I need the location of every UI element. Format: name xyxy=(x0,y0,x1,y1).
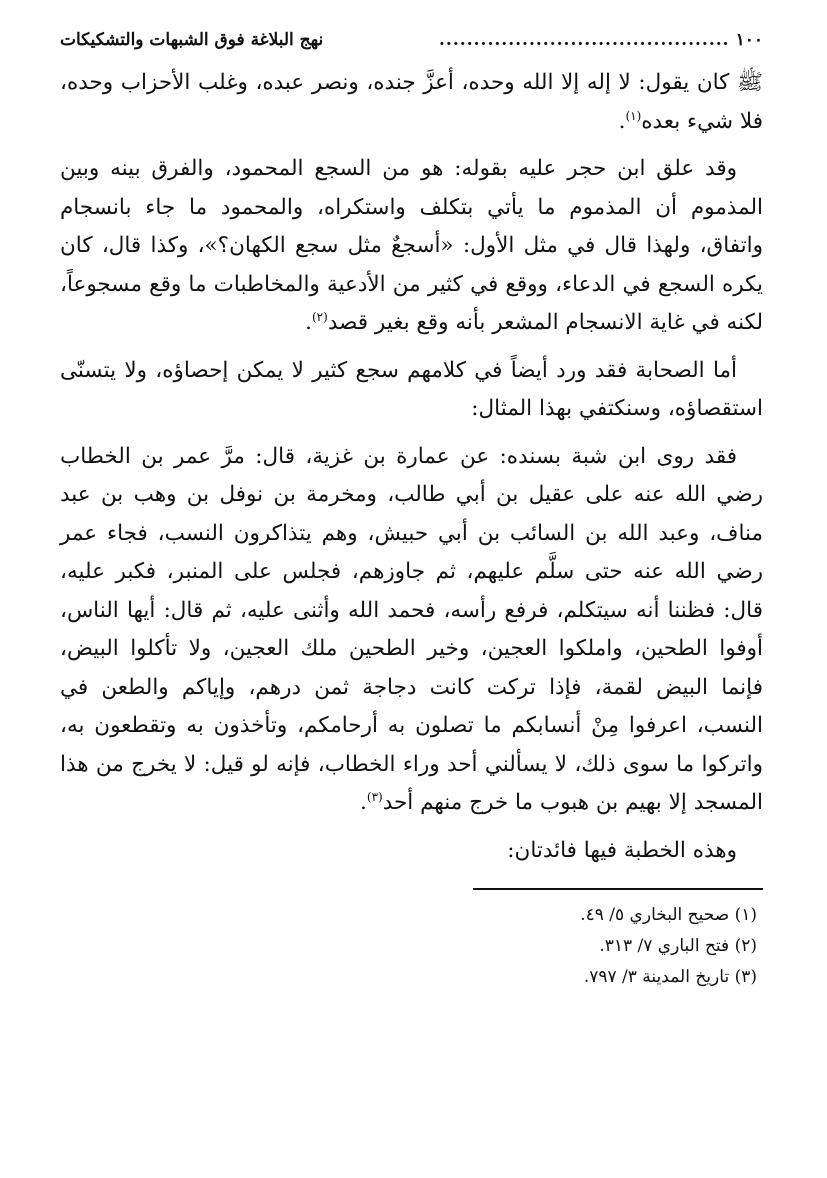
paragraph xyxy=(60,438,763,823)
paragraph xyxy=(60,64,763,141)
page-number: ١٠٠ xyxy=(735,30,763,50)
footnote-ref: (٢) xyxy=(311,309,328,324)
footnote: (١) صحيح البخاري ٥/ ٤٩. xyxy=(580,905,757,925)
paragraph xyxy=(60,832,763,871)
paragraph-end: . xyxy=(618,108,626,134)
running-header xyxy=(60,30,763,60)
paragraph-text: أما الصحابة فقد ورد أيضاً في كلامهم سجع كثير لا يمكن إحصاؤه، ولا يتسنّى استقصاؤه، وسنكتفي بهذا المثال: xyxy=(60,357,763,421)
paragraph xyxy=(60,150,763,343)
footnote: (٢) فتح الباري ٧/ ٣١٣. xyxy=(599,936,757,956)
footnote-separator xyxy=(473,888,763,890)
paragraph-text: وهذه الخطبة فيها فائدتان: xyxy=(507,837,737,863)
paragraph xyxy=(60,352,763,429)
paragraph-end: . xyxy=(360,790,367,815)
paragraph-end: . xyxy=(305,310,312,335)
book-title: نهج البلاغة فوق الشبهات والتشكيكات xyxy=(60,30,324,50)
footnote-ref: (١) xyxy=(625,108,642,123)
footnote: (٣) تاريخ المدينة ٣/ ٧٩٧. xyxy=(583,967,757,987)
footnote-ref: (٣) xyxy=(366,789,383,804)
paragraph-text: ﷺ كان يقول: لا إله إلا الله وحده، أعزَّ جنده، ونصر عبده، وغلب الأحزاب وحده، فلا شيء بعده xyxy=(60,70,763,134)
paragraph-text: فقد روى ابن شبة بسنده: عن عمارة بن غزية، قال: مرَّ عمر بن الخطاب رضي الله عنه على عقيل بن أبي طالب، ومخرمة بن نوفل بن وهب بن عبد مناف، وعبد الله بن السائب بن أبي حبيش، وهم يتذاكرون النسب، فجاء عمر رضي الله عنه حتى سلَّم عليهم، ثم جاوزهم، فجلس على المنبر، فكبر عليه، قال: فظننا أنه سيتكلم، فرفع رأسه، فحمد الله وأثنى عليه، ثم قال: أيها الناس، أوفوا الطحين، واملكوا العجين، وخير الطحين ملك العجين، ولا تأكلوا البيض، فإنما البيض لقمة، فإذا تركت كانت دجاجة ثمن درهم، وإياكم والطعن في النسب، اعرفوا مِنْ أنسابكم ما تصلون به أرحامكم، وتأخذون به وتقطعون به، واتركوا ما سوى ذلك، لا يسألني أحد وراء الخطاب، فإنه لو قيل: لا يخرج من هذا المسجد إلا بهيم بن هبوب ما خرج منهم أحد xyxy=(60,443,763,815)
header-dot-leader: .......................................... xyxy=(439,30,730,50)
main-text xyxy=(60,64,763,870)
paragraph-text: وقد علق ابن حجر عليه بقوله: هو من السجع المحمود، والفرق بينه وبين المذموم أن المذموم ما يأتي بتكلف واستكراه، والمحمود ما جاء بانسجام واتفاق، ولهذا قال في مثل الأول: «أسجعٌ مثل سجع الكهان؟»، وكذا قال، كان يكره السجع في الدعاء، ووقع في كثير من الأدعية والمخاطبات ما وقع مسجوعاً، لكنه في غاية الانسجام المشعر بأنه وقع بغير قصد xyxy=(60,156,763,335)
footnotes xyxy=(60,900,763,993)
